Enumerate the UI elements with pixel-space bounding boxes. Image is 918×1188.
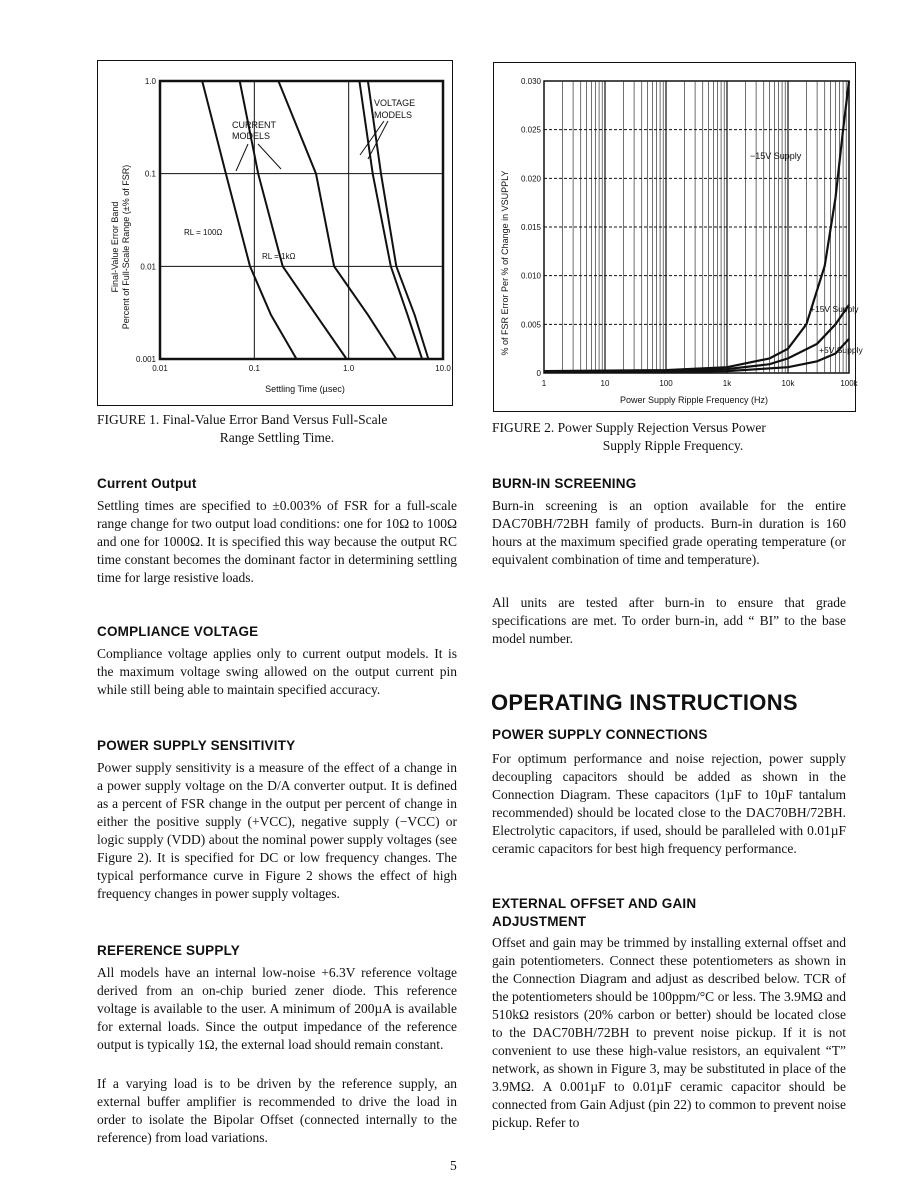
figure1-ytick-label: 0.1 — [144, 169, 156, 179]
reference-heading: REFERENCE SUPPLY — [97, 943, 240, 958]
figure1-box — [97, 60, 453, 406]
figure1-ylabel-line1: Final-Value Error Band — [110, 201, 120, 293]
power-connections-heading: POWER SUPPLY CONNECTIONS — [492, 727, 708, 742]
figure1-caption — [97, 411, 457, 447]
figure1-caption-line1: FIGURE 1. Final-Value Error Band Versus Full-Scale — [97, 412, 388, 427]
figure1-plot-frame — [160, 81, 443, 359]
burnin-heading: BURN-IN SCREENING — [492, 476, 637, 491]
power-connections-text: For optimum performance and noise rejection, power supply decoupling capacitors should be added as shown in the Connection Diagram. These capacitors (1µF to 10µF tantalum recommended) should be located close to the DAC70BH/72BH. Electrolytic capacitors, if used, should be paralleled with 0.01µF ceramic capacitors for best high frequency performance. — [492, 751, 846, 856]
figure2-ytick-label: 0 — [536, 369, 541, 378]
figure1-current-pointer-1 — [236, 144, 248, 171]
figure2-curve-1 — [544, 305, 849, 372]
figure1-xtick-label: 0.1 — [248, 364, 260, 373]
figure2-ytick-label: 0.010 — [520, 271, 541, 281]
figure2-xtick-label: 100k — [840, 379, 858, 388]
burnin-text-1: Burn-in screening is an option available for the entire DAC70BH/72BH family of products. Burn-in duration is 160 hours at the maximum specified grade operating temperature (or equivalent combination of time and temperature). — [492, 498, 846, 567]
reference-text-2: If a varying load is to be driven by the reference supply, an external buffer amplifier is recommended to drive the load in order to isolate the Bipolar Offset (connected internally to the reference) from load variations. — [97, 1076, 457, 1145]
figure1-rl100-label: RL = 100Ω — [184, 228, 223, 237]
figure1-curve-voltage-4 — [368, 81, 429, 359]
figure2-ytick-label: 0.020 — [520, 174, 541, 184]
figure1-current-pointer-2 — [258, 144, 281, 169]
figure1-curve-current-2 — [278, 81, 396, 359]
offset-gain-heading-1: EXTERNAL OFFSET AND GAIN — [492, 896, 697, 911]
figure2-xtick-label: 10k — [781, 379, 795, 388]
figure2-chart — [494, 63, 863, 411]
figure2-label-neg15: −15V Supply — [750, 151, 802, 161]
figure1-ytick-label: 0.01 — [140, 262, 156, 272]
figure1-voltage-label-2: MODELS — [374, 110, 413, 120]
figure1-current-label-1: CURRENT — [232, 120, 276, 130]
burnin-text-2: All units are tested after burn-in to ensure that grade specifications are met. To order burn-in, add “ BI” to the base model number. — [492, 595, 846, 646]
figure2-xtick-label: 100 — [659, 379, 673, 388]
figure2-xtick-label: 1 — [541, 379, 547, 388]
figure1-xtick-label: 0.01 — [152, 364, 168, 373]
figure2-caption-line1: FIGURE 2. Power Supply Rejection Versus Power — [492, 420, 766, 435]
figure2-ytick-label: 0.030 — [520, 77, 541, 86]
figure1-ytick-label: 1.0 — [144, 77, 156, 86]
figure2-xtick-label: 10 — [600, 379, 610, 388]
compliance-heading: COMPLIANCE VOLTAGE — [97, 624, 259, 639]
figure2-ytick-label: 0.025 — [520, 125, 541, 135]
figure2-caption — [492, 419, 854, 455]
figure1-ytick-label: 0.001 — [135, 355, 156, 364]
current-output-text: Settling times are specified to ±0.003% of FSR for a full-scale range change for two output load conditions: one for 10Ω to 100Ω and one for 1000Ω. It is specified this way because the output RC time constant becomes the dominant factor in determining settling time for large resistive loads. — [97, 498, 457, 585]
offset-gain-text: Offset and gain may be trimmed by installing external offset and gain potentiometers. Connect these potentiometers as shown in the Connection Diagram and adjust as described below. TCR of the potentiometers should be 100ppm/°C or less. The 3.9MΩ and 510kΩ resistors (20% carbon or better) should be located close to the DAC70BH/72BH to prevent noise pickup. If it is not convenient to use these high-value resistors, an equivalent “T” network, as shown in Figure 3, may be substituted in place of the 3.9MΩ. A 0.001µF to 0.01µF ceramic capacitor should be connected from Gain Adjust (pin 22) to common to prevent noise pickup. Refer to — [492, 935, 846, 1130]
figure2-ytick-label: 0.005 — [520, 320, 541, 330]
figure2-box — [493, 62, 863, 412]
psrr-text: Power supply sensitivity is a measure of the effect of a change in a power supply voltage on the D/A converter output. It is defined as a percent of FSR change in the output per percent of change in either the positive supply (+VCC), negative supply (−VCC) or logic supply (VDD) about the nominal power supply voltages (see Figure 2). It is specified for DC or low frequency changes. The typical performance curve in Figure 2 shows the effect of high frequency changes in power supply voltages. — [97, 760, 457, 901]
compliance-text: Compliance voltage applies only to current output models. It is the maximum voltage swing allowed on the output current pin while still being able to maintain specified accuracy. — [97, 646, 457, 697]
figure2-xtick-label: 1k — [722, 379, 732, 388]
reference-text-1: All models have an internal low-noise +6.3V reference voltage derived from an on-chip buried zener diode. This reference voltage is available to the user. A minimum of 200µA is available for external loads. Since the output impedance of the reference output is typically 1Ω, the external load should remain constant. — [97, 965, 457, 1052]
figure1-rl1k-label: RL = 1kΩ — [262, 252, 296, 261]
page-number: 5 — [450, 1158, 457, 1173]
figure1-xtick-label: 10.0 — [435, 364, 451, 373]
figure2-label-pos15: +15V Supply — [810, 304, 859, 314]
figure2-ytick-label: 0.015 — [520, 223, 541, 232]
figure1-chart — [98, 61, 452, 405]
psrr-heading: POWER SUPPLY SENSITIVITY — [97, 738, 296, 753]
figure1-caption-line2: Range Settling Time. — [219, 430, 335, 445]
figure1-xtick-label: 1.0 — [343, 364, 355, 373]
figure1-current-label-2: MODELS — [232, 131, 271, 141]
figure1-xlabel: Settling Time (µsec) — [265, 384, 345, 394]
figure1-ylabel-line2: Percent of Full-Scale Range (±% of FSR) — [121, 164, 131, 330]
operating-instructions-heading: OPERATING INSTRUCTIONS — [491, 690, 798, 715]
figure1-voltage-pointer-1 — [360, 121, 384, 155]
current-output-heading: Current Output — [97, 476, 197, 491]
figure2-caption-line2: Supply Ripple Frequency. — [602, 438, 744, 453]
offset-gain-heading-2: ADJUSTMENT — [492, 914, 587, 929]
figure2-curve-0 — [544, 81, 849, 371]
figure2-ylabel: % of FSR Error Per % of Change in VSUPPLY — [500, 170, 510, 356]
figure2-curve-2 — [544, 339, 849, 372]
figure2-xlabel: Power Supply Ripple Frequency (Hz) — [619, 395, 769, 405]
figure1-voltage-label-1: VOLTAGE — [374, 98, 416, 108]
figure2-label-pos5: +5V Supply — [819, 345, 863, 355]
